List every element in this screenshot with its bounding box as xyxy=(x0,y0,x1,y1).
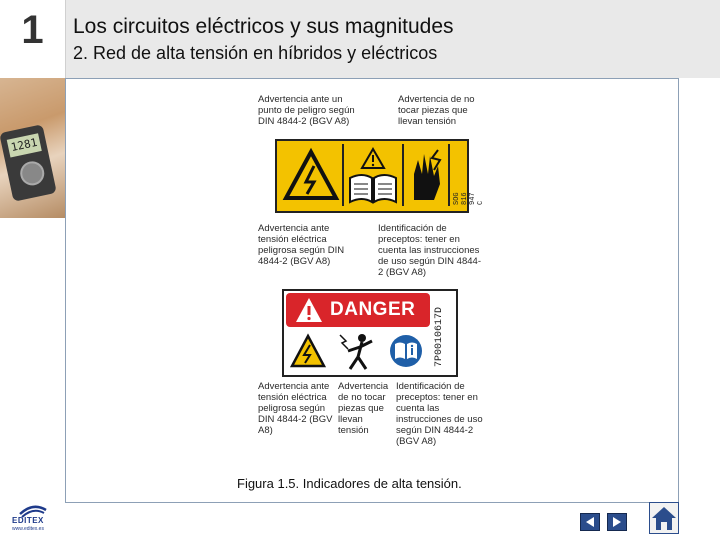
label-no-touch: Advertencia de no tocar piezas que llevan tensión xyxy=(398,94,475,127)
electrocution-icon xyxy=(336,331,382,371)
prev-button[interactable] xyxy=(580,513,600,531)
danger-label: DANGER xyxy=(330,299,416,320)
meter-reading: 1281 xyxy=(7,133,42,157)
manual-icon xyxy=(344,172,402,206)
editex-logo-icon xyxy=(12,504,52,534)
multimeter-photo xyxy=(0,78,65,218)
chapter-badge xyxy=(0,0,66,78)
label-bottom-voltage: Advertencia ante tensión eléctrica peligrosa según DIN 4844-2 (BGV A8) xyxy=(258,381,333,436)
figure-caption: Figura 1.5. Indicadores de alta tensión. xyxy=(237,476,462,491)
electrocution-warning-icon xyxy=(290,333,326,369)
home-button[interactable] xyxy=(649,502,679,534)
next-arrow-icon xyxy=(608,514,626,530)
logo-text: EDITEX xyxy=(12,516,44,525)
instructions-icon xyxy=(388,333,424,369)
multimeter-icon xyxy=(0,124,57,202)
danger-banner xyxy=(286,293,430,327)
label-instructions: Identificación de preceptos: tener en cuenta las instrucciones de uso según DIN 4844-2 (BGV A8) xyxy=(378,223,481,278)
label-point-danger: Advertencia ante un punto de peligro según DIN 4844-2 (BGV A8) xyxy=(258,94,355,127)
slide-title: Los circuitos eléctricos y sus magnitudes xyxy=(73,15,454,38)
prev-arrow-icon xyxy=(581,514,599,530)
warning-sign-yellow xyxy=(275,139,485,213)
next-button[interactable] xyxy=(607,513,627,531)
sign1-cell-warning xyxy=(344,144,404,206)
logo-url: www.editex.es xyxy=(12,526,44,532)
sign1-cell-no-touch xyxy=(404,144,450,206)
sign2-code: 7P0010617D xyxy=(434,306,445,367)
label-dangerous-voltage: Advertencia ante tensión eléctrica peligrosa según DIN 4844-2 (BGV A8) xyxy=(258,223,345,267)
no-touch-hand-icon xyxy=(404,144,448,206)
sign1-cell-voltage xyxy=(280,144,344,206)
chapter-number: 1 xyxy=(21,8,44,52)
danger-sign xyxy=(282,289,458,377)
danger-warning-icon xyxy=(294,296,324,324)
slide-subtitle: 2. Red de alta tensión en híbridos y eléctricos xyxy=(73,43,438,63)
slide-header xyxy=(0,0,720,78)
label-bottom-instructions: Identificación de preceptos: tener en cuenta las instrucciones de uso según DIN 4844-2 (BGV A8) xyxy=(396,381,483,447)
meter-dial xyxy=(18,159,46,187)
sign1-code: SOG 816 947 C xyxy=(453,192,485,205)
home-icon xyxy=(650,503,678,533)
label-bottom-no-touch: Advertencia de no tocar piezas que llevan tensión xyxy=(338,381,389,436)
high-voltage-icon xyxy=(280,144,342,206)
